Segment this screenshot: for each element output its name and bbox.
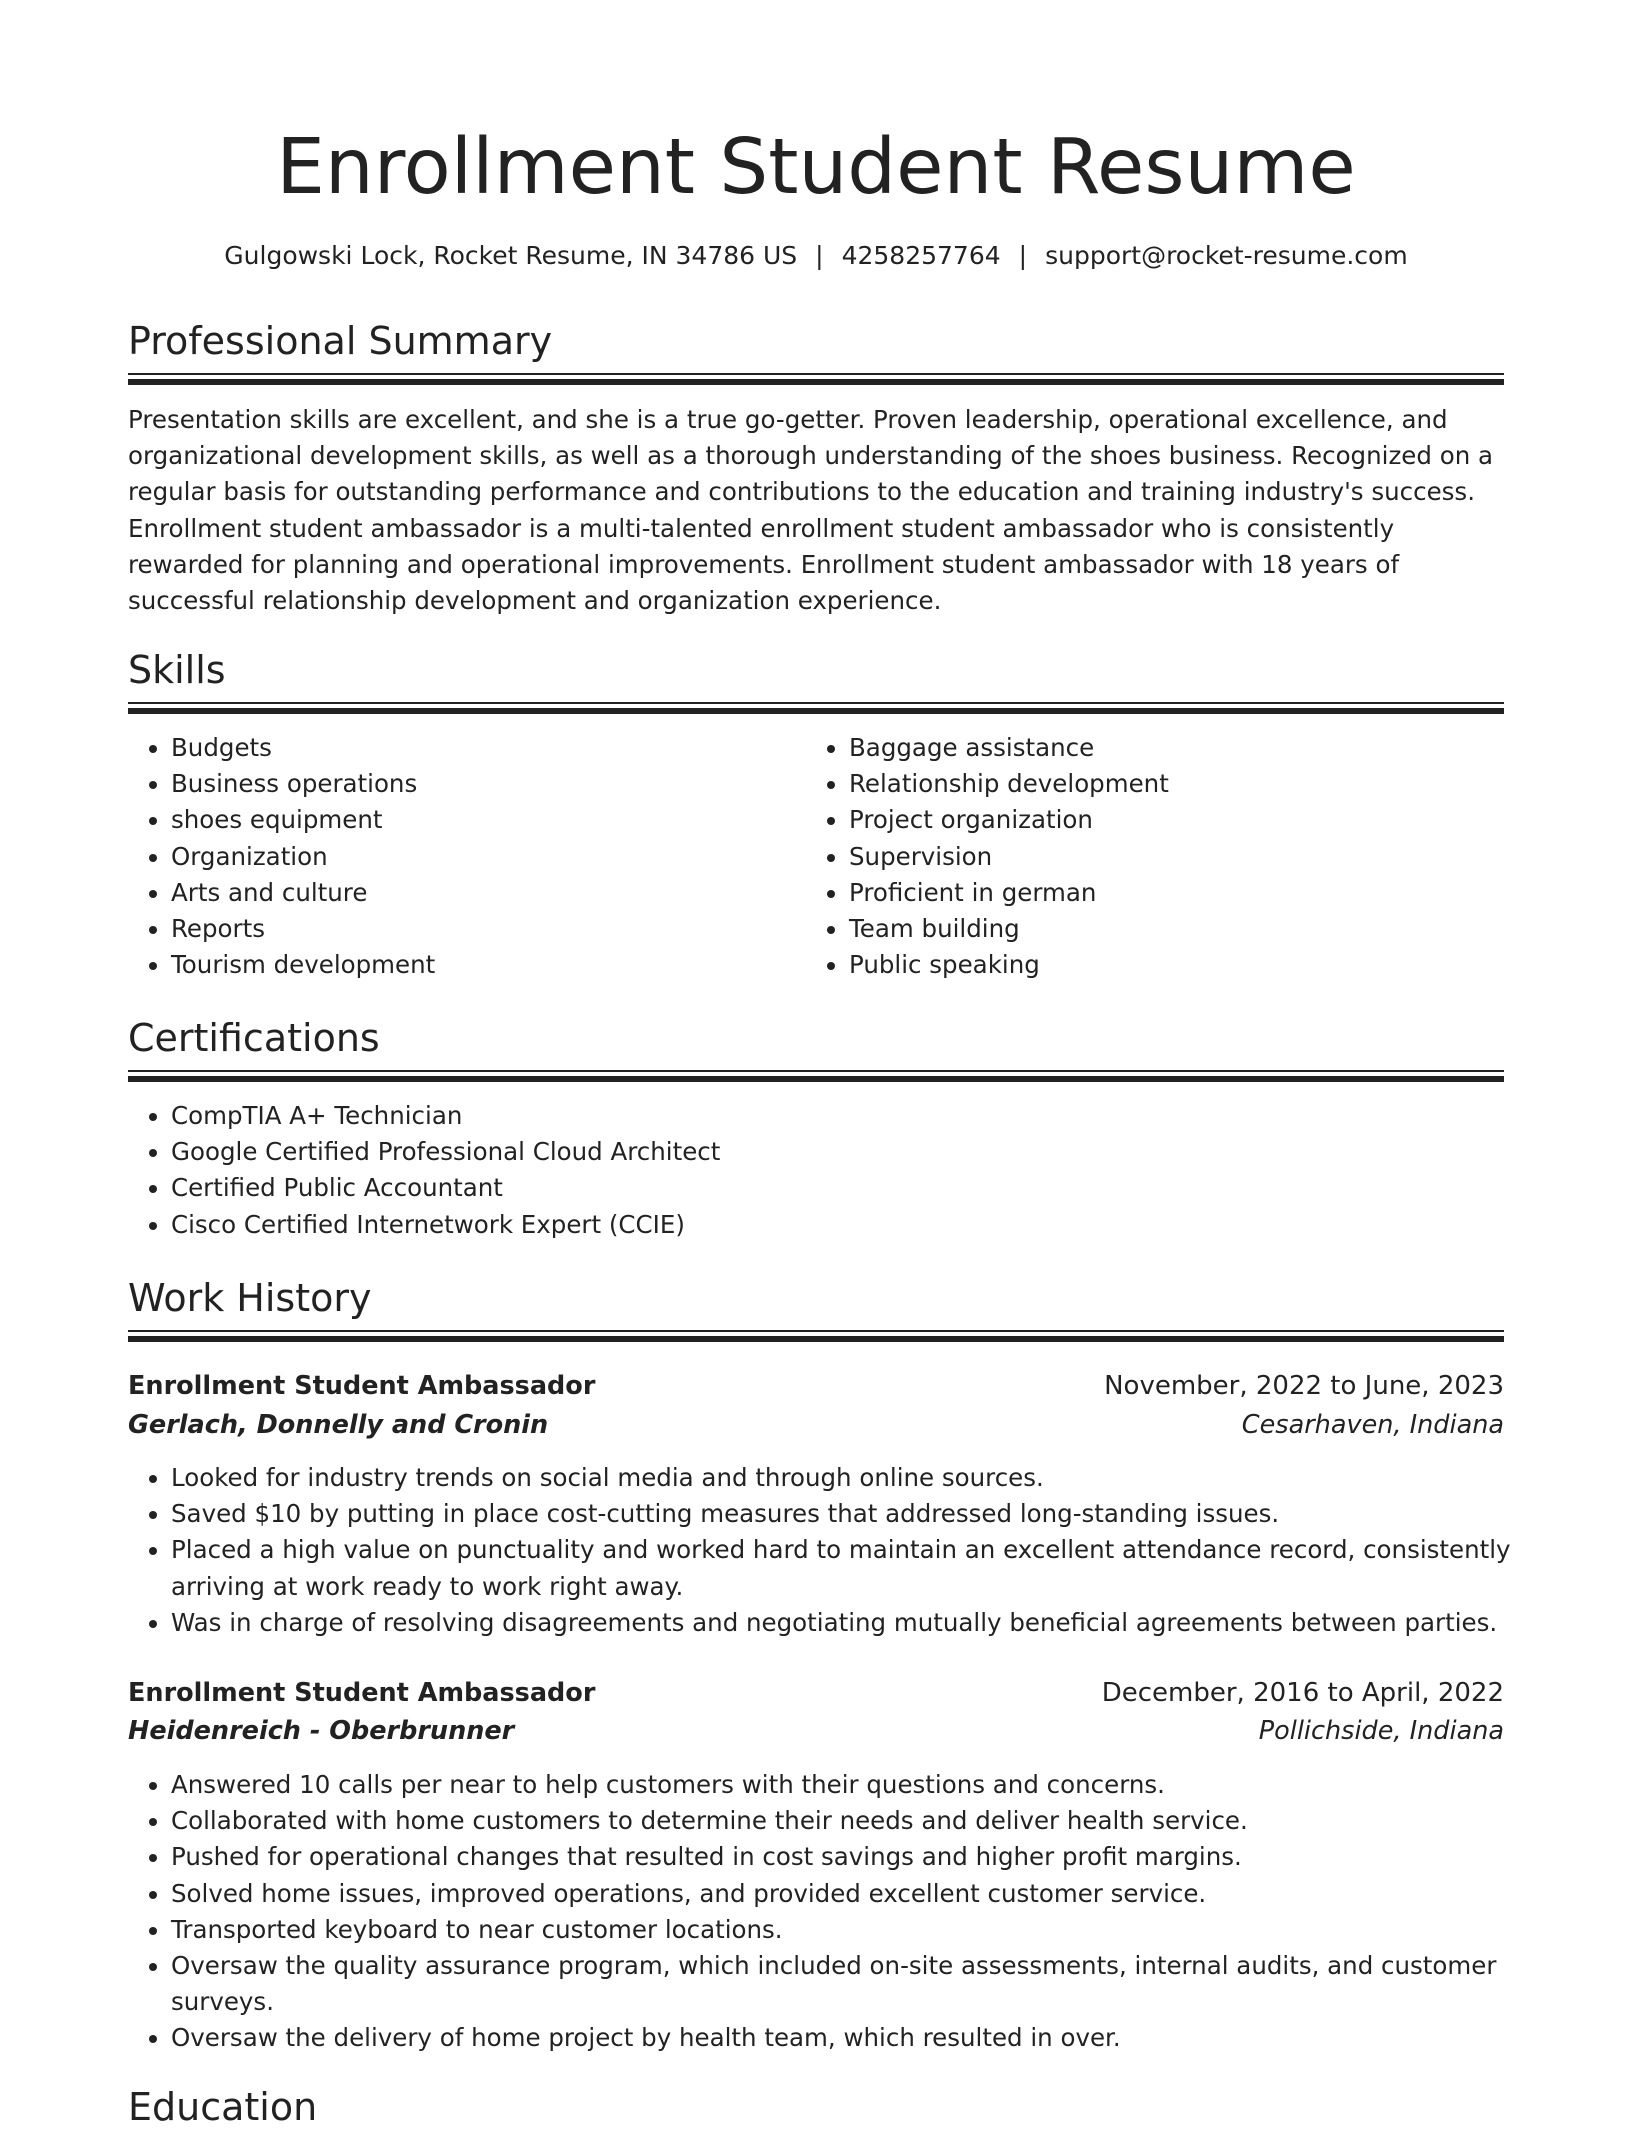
skill-item: • Relationship development [849,766,1499,802]
contact-separator: | [815,241,824,270]
certification-item: • CompTIA A+ Technician [171,1098,1511,1134]
job-dates: December, 2016 to April, 2022 [1101,1678,1504,1708]
skill-item: • Proficient in german [849,875,1499,911]
skill-item: • Budgets [171,730,791,766]
skill-item: • Arts and culture [171,875,791,911]
certification-item: • Cisco Certified Internetwork Expert (CCIE) [171,1207,1511,1243]
contact-line [0,238,1632,274]
section-divider [128,373,1504,385]
section-heading-skills: Skills [128,648,226,692]
job-bullets [127,1767,1548,2057]
section-divider [128,1330,1504,1342]
section-heading-certifications: Certifications [128,1016,380,1060]
certifications-list [127,1098,1511,1243]
job-bullet: • Answered 10 calls per near to help customers with their questions and concerns. [171,1767,1548,1803]
skill-item: • Business operations [171,766,791,802]
skill-item: • Reports [171,911,791,947]
job-bullet: • Looked for industry trends on social media and through online sources. [171,1460,1548,1496]
job-location: Pollichside, Indiana [1258,1716,1504,1746]
skill-item: • Project organization [849,802,1499,838]
job-bullets [127,1460,1548,1641]
skill-item: • shoes equipment [171,802,791,838]
skills-list-left [127,730,791,983]
certification-item: • Certified Public Accountant [171,1170,1511,1206]
section-divider [128,1070,1504,1082]
job-title: Enrollment Student Ambassador [128,1678,596,1708]
skill-item: • Tourism development [171,947,791,983]
job-bullet: • Was in charge of resolving disagreements and negotiating mutually beneficial agreements between parties. [171,1605,1548,1641]
skill-item: • Public speaking [849,947,1499,983]
contact-address: Gulgowski Lock, Rocket Resume, IN 34786 US [224,241,798,270]
job-bullet: • Transported keyboard to near customer locations. [171,1912,1548,1948]
job-company: Gerlach, Donnelly and Cronin [128,1410,549,1440]
skill-item: • Baggage assistance [849,730,1499,766]
section-heading-work-history: Work History [128,1276,372,1320]
job-bullet: • Pushed for operational changes that resulted in cost savings and higher profit margins. [171,1839,1548,1875]
summary-text: Presentation skills are excellent, and she is a true go-getter. Proven leadership, operational excellence, and organizational development skills, as well as a thorough understanding of the shoes business. Recognized on a regular basis for outstanding performance and contributions to the education and training industry's success. Enrollment student ambassador is a multi-talented enrollment student ambassador who is consistently rewarded for planning and operational improvements. Enrollment student ambassador with 18 years of successful relationship development and organization experience. [128,405,1494,616]
skill-item: • Supervision [849,839,1499,875]
contact-phone: 4258257764 [841,241,1001,270]
job-bullet: • Placed a high value on punctuality and worked hard to maintain an excellent attendance record, consistently arriving at work ready to work right away. [171,1532,1548,1604]
skills-list-right [805,730,1499,983]
job-title: Enrollment Student Ambassador [128,1371,596,1401]
job-bullet: • Solved home issues, improved operations, and provided excellent customer service. [171,1876,1548,1912]
contact-separator: | [1018,241,1028,270]
skill-item: • Organization [171,839,791,875]
job-bullet: • Oversaw the delivery of home project by health team, which resulted in over. [171,2020,1548,2056]
section-divider [128,702,1504,714]
job-dates: November, 2022 to June, 2023 [1104,1371,1504,1401]
certification-item: • Google Certified Professional Cloud Architect [171,1134,1511,1170]
section-heading-education: Education [128,2085,318,2129]
resume-title: Enrollment Student Resume [276,123,1356,212]
contact-email: support@rocket-resume.com [1045,241,1408,270]
skill-item: • Team building [849,911,1499,947]
section-heading-summary: Professional Summary [128,319,553,363]
job-bullet: • Saved $10 by putting in place cost-cutting measures that addressed long-standing issues. [171,1496,1548,1532]
job-location: Cesarhaven, Indiana [1241,1410,1504,1440]
job-bullet: • Collaborated with home customers to determine their needs and deliver health service. [171,1803,1548,1839]
job-bullet: • Oversaw the quality assurance program, which included on-site assessments, internal audits, and customer surveys. [171,1948,1548,2020]
job-company: Heidenreich - Oberbrunner [128,1716,515,1746]
